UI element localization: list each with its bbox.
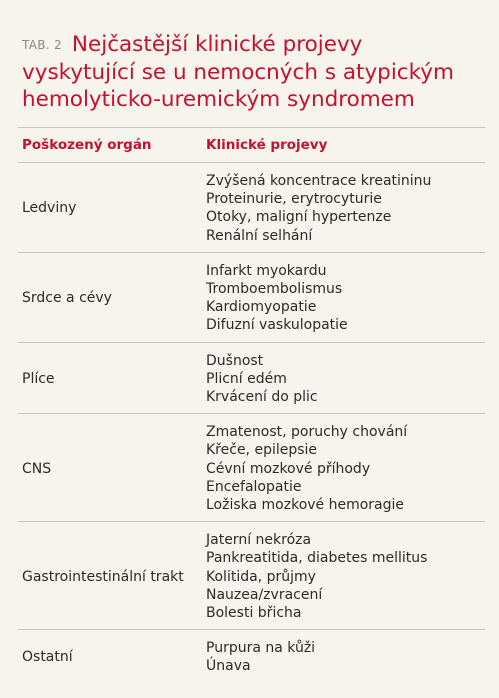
symptom-item: Zmatenost, poruchy chování [206,424,408,441]
symptom-item: Proteinurie, erytrocyturie [206,191,382,208]
symptom-item: Nauzea/zvracení [206,586,323,603]
symptoms-cell [202,630,485,683]
symptom-item: Plicní edém [206,370,287,387]
symptom-item: Infarkt myokardu [206,262,327,279]
symptom-item: Únava [206,658,251,675]
symptoms-cell [202,252,485,342]
symptom-item: Encefalopatie [206,478,302,495]
symptom-item: Dušnost [206,352,264,369]
symptom-item: Cévní mozkové příhody [206,460,371,477]
symptom-item: Pankreatitida, diabetes mellitus [206,550,428,567]
table-row [18,163,485,253]
title-line-2: vyskytující se u nemocných s atypickým [22,60,454,85]
tab-label: TAB. 2 [22,38,62,52]
symptom-item: Bolesti břicha [206,605,302,622]
organ-cell: Srdce a cévy [18,252,202,342]
clinical-table [18,127,485,683]
organ-cell: Ledviny [18,163,202,253]
symptoms-cell [202,414,485,522]
symptom-item: Difuzní vaskulopatie [206,317,348,334]
title-text-1: Nejčastější klinické projevy [71,32,363,57]
symptom-item: Zvýšená koncentrace kreatininu [206,173,432,189]
organ-cell: CNS [18,414,202,522]
table-row [18,414,485,522]
symptom-item: Ložiska mozkové hemoragie [206,497,405,514]
symptom-item: Otoky, maligní hypertenze [206,209,392,226]
title-line-1 [22,31,482,59]
table-row [18,342,485,414]
symptom-item: Jaterní nekróza [206,532,312,549]
symptoms-cell [202,522,485,630]
symptom-item: Křeče, epilepsie [206,442,318,459]
symptom-item: Kardiomyopatie [206,299,317,316]
column-header-symptoms: Klinické projevy [202,128,485,163]
header-row [18,128,485,163]
symptom-item: Purpura na kůži [206,640,316,657]
table-row [18,630,485,683]
table-row [18,522,485,630]
table-row [18,252,485,342]
symptom-item: Kolitida, průjmy [206,568,316,585]
column-header-organ: Poškozený orgán [18,128,202,163]
organ-cell: Gastrointestinální trakt [18,522,202,630]
symptoms-cell [202,342,485,414]
symptom-item: Krvácení do plic [206,389,318,406]
symptom-item: Tromboembolismus [206,281,343,298]
symptom-item: Renální selhání [206,227,313,244]
organ-cell: Plíce [18,342,202,414]
table-caption [22,31,482,113]
organ-cell: Ostatní [22,649,73,666]
symptoms-cell [202,163,485,253]
title-line-3: hemolyticko-uremickým syndromem [22,87,415,112]
